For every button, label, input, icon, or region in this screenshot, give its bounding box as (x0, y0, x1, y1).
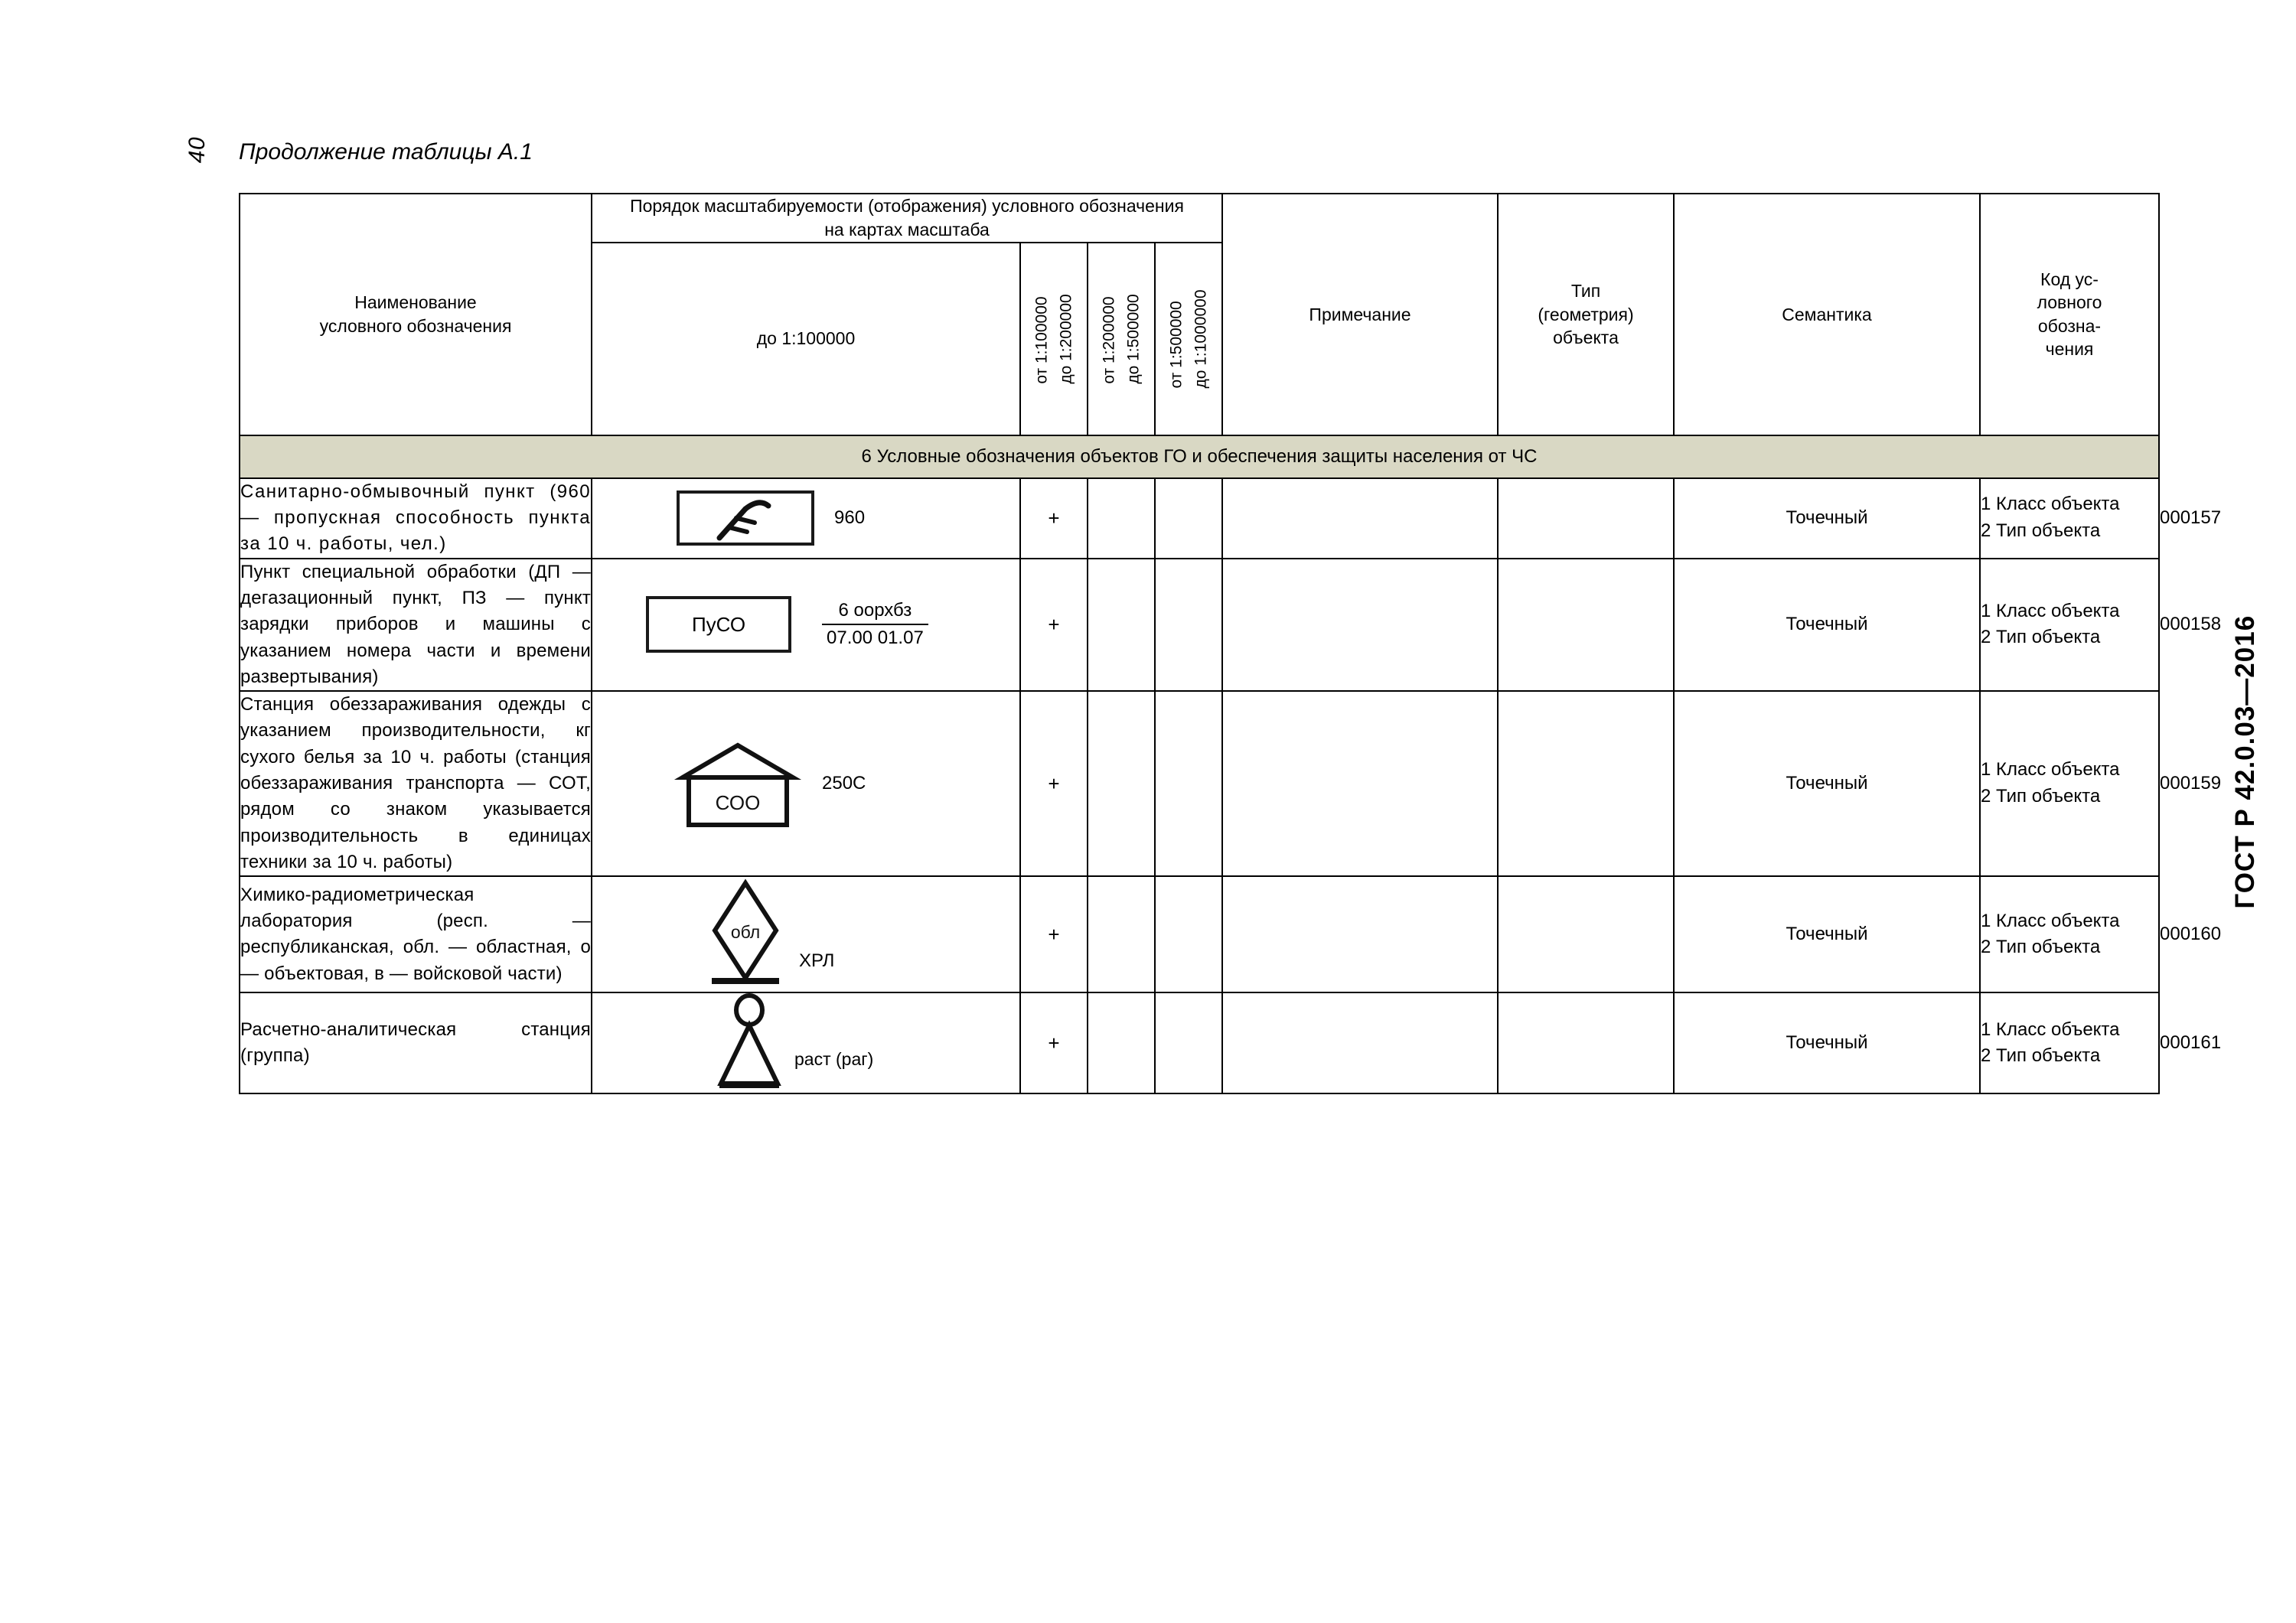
header-code-column (1980, 194, 2159, 435)
header-name-line1: Наименование (354, 292, 477, 313)
geometry-type: Точечный (1674, 876, 1980, 992)
symbol-name: Санитарно-обмывочный пункт (960 — пропускная способность пункта за 10 ч. работы, чел.) (240, 478, 592, 559)
semantics-cell (1980, 876, 2159, 992)
scale-mark-range3 (1222, 559, 1498, 692)
semantics-cell (1980, 559, 2159, 692)
semantics-cell (1980, 478, 2159, 559)
note-cell (1498, 992, 1674, 1093)
table-header-row-top (240, 194, 2159, 243)
scale-mark-range3 (1222, 691, 1498, 876)
symbol-graphic-cell (592, 559, 1020, 692)
table-continuation-label: Продолжение таблицы А.1 (239, 139, 533, 165)
chemical-lab-diamond-icon (700, 877, 791, 992)
scale-mark-range3 (1222, 992, 1498, 1093)
scale-mark-range1 (1088, 876, 1155, 992)
scale-mark-range1 (1088, 478, 1155, 559)
analytic-station-figure-icon (707, 993, 791, 1093)
header-range3-to: до 1:1000000 (1192, 289, 1209, 389)
unit-designation-fraction (822, 599, 928, 650)
header-range1-to: до 1:200000 (1057, 293, 1075, 384)
semantics-line2: 2 Тип объекта (1981, 627, 2101, 648)
disinfection-house-icon (677, 738, 799, 829)
table-row: Пункт специальной обработки (ДП — дегазационный пункт, ПЗ — пункт зарядки приборов и машины с указанием номера части и времени развертывания) ПуСО $\frac{\text{6 оорхбз}}{07.00 01.07}$ + Точечный 1 Класс объекта 2 Тип объекта 000158 (240, 559, 2159, 692)
semantics-line1: 1 Класс объекта (1981, 759, 2120, 781)
scale-mark-range1 (1088, 691, 1155, 876)
table-row: Станция обеззараживания одежды с указанием производительности, кг сухого белья за 10 ч. работы (станция обеззараживания транспорта — СОТ, рядом со знаком указывается производительность в единицах техники за 10 ч. работы) СОО 250С + Точечный 1 Класс объекта 2 Тип объекта 000159 (240, 691, 2159, 876)
semantics-cell (1980, 691, 2159, 876)
scale-mark-range2 (1155, 478, 1222, 559)
symbol-capacity-label: 250С (822, 773, 866, 794)
header-name-column (240, 194, 592, 435)
semantics-line1: 1 Класс объекта (1981, 1018, 2120, 1040)
semantics-line2: 2 Тип объекта (1981, 786, 2101, 807)
note-cell (1498, 876, 1674, 992)
scale-mark-up-to-100000: + (1020, 992, 1088, 1093)
shower-point-icon (677, 490, 814, 546)
geometry-type: Точечный (1674, 992, 1980, 1093)
header-range-100000-200000 (1020, 243, 1088, 435)
header-scalability-line2: на картах масштаба (824, 219, 990, 240)
table-row: Химико-радиометрическая лаборатория (респ. — республиканская, обл. — областная, о — объектовая, в — войсковой части) обл ХРЛ + Точечный 1 Класс объекта 2 Тип объекта 000160 (240, 876, 2159, 992)
scale-mark-up-to-100000: + (1020, 559, 1088, 692)
geometry-type: Точечный (1674, 691, 1980, 876)
scale-mark-range2 (1155, 559, 1222, 692)
symbol-graphic-cell (592, 992, 1020, 1093)
table-row: Расчетно-аналитическая станция (группа) раст (раг) + Точечный 1 Класс объекта 2 Тип объекта 000161 (240, 992, 2159, 1093)
header-geometry-column (1498, 194, 1674, 435)
note-cell (1498, 559, 1674, 692)
table-row: Санитарно-обмывочный пункт (960 — пропускная способность пункта за 10 ч. работы, чел.) 960 + Точечный 1 Класс объекта 2 Тип объекта 000157 (240, 478, 2159, 559)
header-code-line4: чения (2045, 339, 2094, 360)
semantics-line1: 1 Класс объекта (1981, 600, 2120, 621)
header-geometry-line2: (геометрия) (1538, 304, 1634, 324)
symbol-name: Станция обеззараживания одежды с указанием производительности, кг сухого белья за 10 ч. работы (станция обеззараживания транспорта — СОТ, рядом со знаком указывается производительность в единицах техники за 10 ч. работы) (240, 691, 592, 876)
header-code-line3: обозна- (2037, 315, 2102, 336)
symbols-table (239, 193, 2222, 1094)
section-banner-row (240, 435, 2159, 478)
scale-mark-up-to-100000: + (1020, 478, 1088, 559)
note-cell (1498, 691, 1674, 876)
header-range2-to: до 1:500000 (1124, 293, 1142, 384)
header-code-line1: Код ус- (2040, 269, 2099, 290)
header-scalability-line1: Порядок масштабируемости (отображения) условного обозначения (630, 196, 1184, 216)
header-code-line2: ловного (2037, 292, 2102, 313)
header-note-column: Примечание (1222, 194, 1498, 435)
semantics-line2: 2 Тип объекта (1981, 520, 2101, 542)
scale-mark-range2 (1155, 876, 1222, 992)
scale-mark-up-to-100000: + (1020, 691, 1088, 876)
symbol-abbrev-label: ХРЛ (799, 950, 835, 972)
header-range3-from: от 1:500000 (1167, 300, 1186, 389)
symbol-graphic-cell (592, 478, 1020, 559)
header-scale-up-to: до 1:100000 (592, 243, 1020, 435)
geometry-type: Точечный (1674, 559, 1980, 692)
scale-mark-range1 (1088, 992, 1155, 1093)
section-banner-label: 6 Условные обозначения объектов ГО и обеспечения защиты населения от ЧС (240, 435, 2159, 478)
symbol-graphic-cell (592, 691, 1020, 876)
diamond-label: обл (730, 922, 761, 943)
scale-mark-range2 (1155, 691, 1222, 876)
house-label: СОО (715, 791, 761, 815)
semantics-line1: 1 Класс объекта (1981, 910, 2120, 931)
scale-mark-range2 (1155, 992, 1222, 1093)
semantics-cell (1980, 992, 2159, 1093)
header-geometry-line1: Тип (1570, 281, 1601, 301)
scale-mark-range1 (1088, 559, 1155, 692)
header-range1-from: от 1:100000 (1032, 296, 1051, 384)
geometry-type: Точечный (1674, 478, 1980, 559)
page-number: 40 (184, 136, 210, 164)
semantics-line2: 2 Тип объекта (1981, 937, 2101, 958)
symbol-capacity-label: 960 (834, 507, 866, 529)
semantics-line1: 1 Класс объекта (1981, 494, 2120, 515)
header-name-line2: условного обозначения (319, 315, 512, 336)
scale-mark-up-to-100000: + (1020, 876, 1088, 992)
symbol-name: Химико-радиометрическая лаборатория (респ. — республиканская, обл. — областная, о — объектовая, в — войсковой части) (240, 876, 592, 992)
header-range-500000-1000000 (1155, 243, 1222, 435)
header-scalability-group (592, 194, 1222, 243)
header-range2-from: от 1:200000 (1100, 296, 1118, 384)
puso-box-icon (646, 596, 791, 653)
symbol-abbrev-label: раст (раг) (794, 1049, 874, 1070)
fraction-denominator: 07.00 01.07 (822, 624, 928, 650)
symbol-graphic-cell (592, 876, 1020, 992)
header-geometry-line3: объекта (1553, 327, 1619, 347)
symbol-name: Пункт специальной обработки (ДП — дегазационный пункт, ПЗ — пункт зарядки приборов и машины с указанием номера части и времени развертывания) (240, 559, 592, 692)
semantics-line2: 2 Тип объекта (1981, 1045, 2101, 1067)
scale-mark-range3 (1222, 478, 1498, 559)
header-range-200000-500000 (1088, 243, 1155, 435)
header-semantics-column: Семантика (1674, 194, 1980, 435)
note-cell (1498, 478, 1674, 559)
scale-mark-range3 (1222, 876, 1498, 992)
fraction-numerator: 6 оорхбз (838, 599, 912, 621)
symbol-name: Расчетно-аналитическая станция (группа) (240, 992, 592, 1093)
puso-box-label: ПуСО (691, 612, 746, 636)
standard-designation: ГОСТ Р 42.0.03—2016 (2230, 614, 2260, 909)
